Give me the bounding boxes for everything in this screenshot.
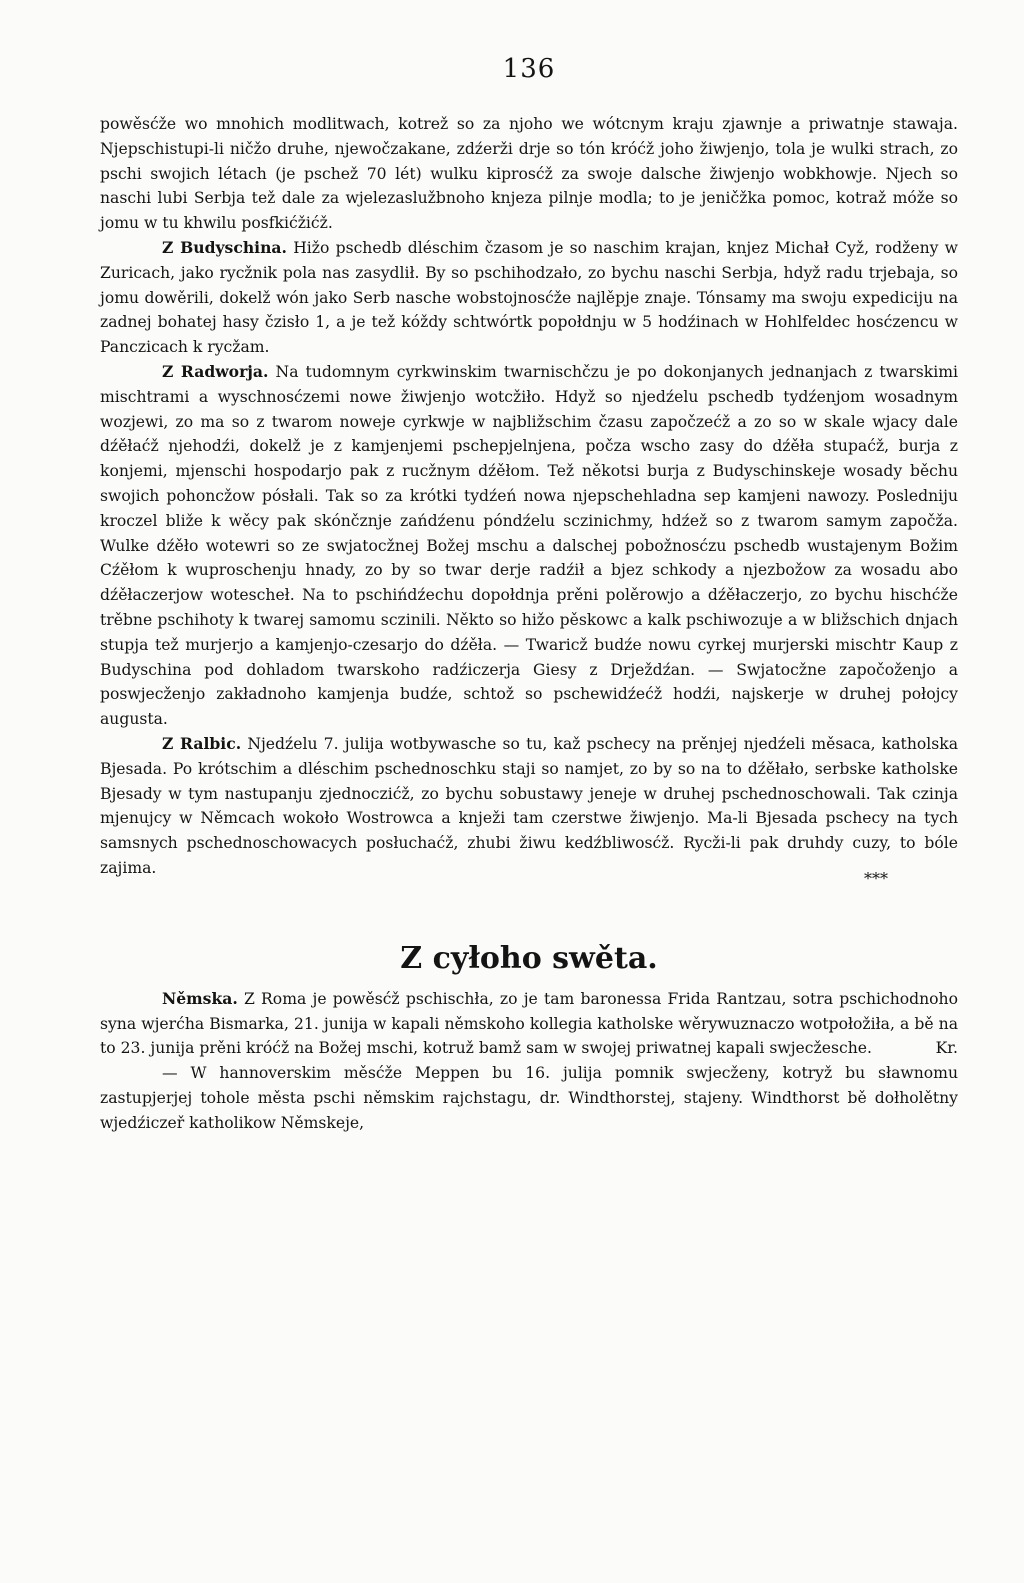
section-endmark: *** [864,868,888,888]
paragraph-text: Hižo pschedb dléschim čzasom je so naschim krajan, knjez Michał Cyž, rodženy w Zuricach, jako rycžnik pola nas zasydlił. By so pschihodzało, zo bychu naschi Serbja, hdyž radu trjebaja, so jomu dowěrili, dokelž wón jako Serb nasche wobstojnosćže najlěpje znaje. Tónsamy ma swoju expediciju na zadnej bohatej hasy čzisło 1, a je tež kóždy schtwórtk popołdnju w 5 hodźinach w Hohlfeldec hosćzencu w Panczicach k rycžam. [100,238,958,357]
paragraph-budyschin [100,236,958,360]
paragraph-radworja [100,360,958,732]
section-title: Z cyłoho swěta. [400,940,658,976]
paragraph-ralbic [100,732,958,881]
paragraph-subtitle: Z Ralbic. [162,733,242,753]
page [100,52,958,1135]
paragraph-text: Njedźelu 7. julija wotbywasche so tu, kaž pschecy na prěnjej njedźeli měsaca, katholska Bjesada. Po krótschim a dléschim pschednoschku staji so namjet, zo by so na to dźěłało, serbske katholske Bjesady w tym nastupanju zjednoczićž, zo bychu sobustawy jeneje w druhej pschednoschowali. Tak czinja mjenujcy w Němcach wokoło Wostrowca a knježi tam czerstwe žiwjenjo. Ma-li Bjesada pschecy na tych samsnych pschednoschowacych posłuchaćž, zhubi žiwu kedźbliwosćž. Rycži-li pak druhdy cuzy, to bóle zajima. [100,734,958,877]
paragraph-text: Z Roma je powěsćž pschischła, zo je tam baronessa Frida Rantzau, sotra pschichodnoho syna wjerćha Bismarka, 21. junija w kapali němskoho kollegia katholske wěrywuznaczo wotpołožiła, a bě na to 23. junija prěni króćž na Božej mschi, kotruž bamž sam w swojej priwatnej kapali swjecžesche. [100,989,958,1058]
paragraph-text: powěsćže wo mnohich modlitwach, kotrež so za njoho we wótcnym kraju zjawnje a priwatnje stawaja. Njepschistupi-li ničžo druhe, njewočzakane, zdźerži drje so tón króćž joho žiwjenjo, tola je wulki strach, zo pschi swojich létach (je pschež 70 lét) wulku kiprosćž za swoje dalsche žiwjenjo wobkhowje. Njech so naschi lubi Serbja tež dale za wjelezaslužbnoho knjeza pilnje modla; to je jeničžka pomoc, kotraž móže so jomu w tu khwilu posfkićžićž. [100,115,958,233]
paragraph-subtitle: Z Radworja. [162,361,269,381]
page-number: 136 [502,54,556,84]
paragraph-text: Na tudomnym cyrkwinskim twarnischčzu je po dokonjanych jednanjach z twarskimi mischtrami a wyschnosćzemi nowe žiwjenjo wotcžiło. Hdyž so njedźelu pschedb tydźenjom wosadnym wozjewi, zo ma so z twarom noweje cyrkwje w najbližschim čzasu započzećž a zo so w skale wjacy dale dźěłaćž njehodźi, dokelž je z kamjenjemi pschepjelnjena, počza wscho zasy do dźěła stupaćž, burja z konjemi, mjenschi hospodarjo pak z rucžnym dźěłom. Tež někotsi burja z Budyschinskeje wosady běchu swojich pohoncžow pósłali. Tak so za krótki tydźeń nowa njepschehladna sep kamjeni nawozy. Posledniju kroczel bliže k wěcy pak skónčznje zańdźenu póndźelu sczinichmy, hdźež so z twarom samym započža. Wulke dźěło wotewri so ze swjatocžnej Božej mschu a dalschej pobožnosćzu pschedb wustajenym Božim Cźěłom k wuproschenju hnady, zo by so twar derje radźił a bjez schkody a njezbožow za wosadu abo dźěłaczerjow wotescheł. Na to pschińdźechu dopołdnja prěni polěrowjo a dźěłaczerjo, zo bychu hischćže trěbne pschihoty k twarej samomu sczinili. Někto so hižo pěskowc a kalk pschiwozuje a w bližschich dnjach stupja tež murjerjo a kamjenjo-czesarjo do dźěła. — Twaricž budźe nowu cyrkej murjerski mischtr Kaup z Budyschina pod dohladom twarskoho radźiczerja Giesy z Drježdźan. — Swjatocžne započoženjo a poswjecženjo zakładnoho kamjenja budźe, schtož so pschewidźećž hodźi, najskerje w druhej połojcy augusta. [100,362,958,729]
paragraph-text: — W hannoverskim měsćže Meppen bu 16. julija pomnik swjecženy, kotryž bu sławnomu zastupjerjej tohole města pschi němskim rajchstagu, dr. Windthorstej, stajeny. Windthorst bě dołholětny wjedźiczeř katholikow Němskeje, [100,1064,958,1132]
paragraph-subtitle: Němska. [162,988,238,1008]
paragraph-continued [100,112,958,236]
author-signoff: Kr. [935,1039,958,1058]
paragraph-subtitle: Z Budyschina. [162,237,287,257]
paragraph-meppen [100,1061,958,1135]
paragraph-nemska [100,987,958,1061]
